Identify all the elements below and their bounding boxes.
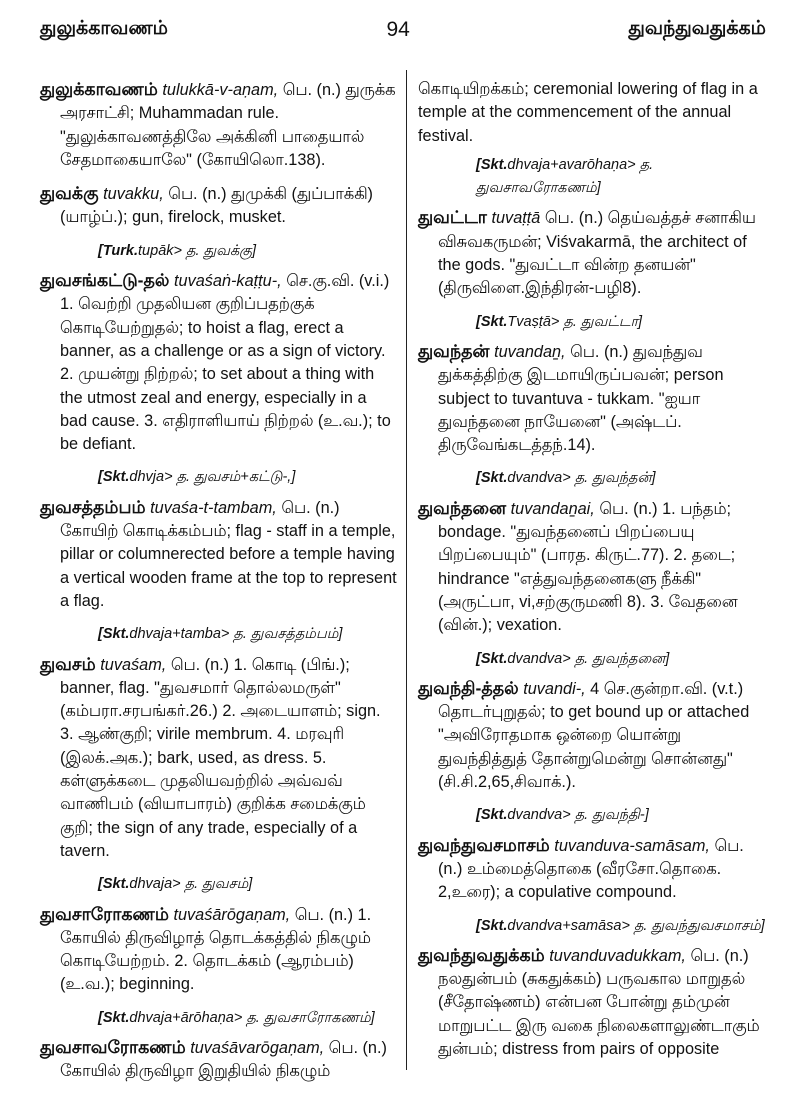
entry-etymology [418,154,770,201]
etymology-source: [Skt. [476,650,508,667]
entry-transliteration: tuvaśāvarōgaṇam, [190,1038,325,1057]
entry-etymology [40,873,398,896]
etymology-text: dhvja> த. துவசம்+கட்டு-,] [129,469,296,486]
entry-headword: துவசாரோகணம் [40,903,169,924]
etymology-text: dvandva> த. துவந்தனை] [507,650,670,667]
entry-transliteration: tuvanduva-samāsam, [554,836,710,855]
header-right-guideword: துவந்துவதுக்கம் [628,18,766,39]
entry-headword: துவந்துவதுக்கம் [418,944,545,965]
entry-definition: பெ. (n.) 1. கோயில் திருவிழாத் தொடக்கத்தில் நிகழும் கொடியேற்றம். 2. தொடக்கம் (ஆரம்பம்) (உ.வ.); beginning. [60,905,372,994]
etymology-source: [Skt. [476,313,508,330]
dictionary-entry [418,834,770,905]
etymology-text: dvandva> த. துவந்தி-] [507,807,649,824]
etymology-text: dvandva+samāsa> த. துவந்துவசமாசம்] [507,917,765,934]
entry-transliteration: tuvaśa-t-tambam, [150,498,277,517]
dictionary-entry [40,78,398,172]
entry-headword: துவந்துவசமாசம் [418,834,550,855]
dictionary-entry [40,653,398,864]
dictionary-entry [40,269,398,456]
entry-transliteration: tuvandi-, [523,679,586,698]
entry-definition: பெ. (n.) நலதுன்பம் (சுகதுக்கம்) பருவகால மாறுதல் (சீதோஷ்ணம்) என்பன போன்று தம்முன் மாறுபட்ட இரு வகை நிலைகளாலுண்டாகும் துன்பம்; distress from pairs of opposite [438,946,760,1058]
etymology-source: [Skt. [476,917,508,934]
entry-headword: துவக்கு [40,183,99,204]
entry-definition: செ.கு.வி. (v.i.) 1. வெற்றி முதலியன குறிப்பதற்குக் கொடியேற்றுதல்; to hoist a flag, erect a banner, as a challenge or as a sign of victory. 2. முயன்று நிற்றல்; to set about a thing with the utmost zeal and energy, especially in a bad cause. 3. எதிராளியாய் நிற்றல் (உ.வ.); to be defiant. [60,272,391,454]
entry-headword: துவசத்தம்பம் [40,496,146,517]
entry-transliteration: tuvanduvadukkam, [549,946,686,965]
entry-headword: துலுக்காவணம் [40,79,158,99]
etymology-text: dvandva> த. துவந்தன்] [507,470,656,487]
etymology-text: dhvaja+ārōhaṇa> த. துவசாரோகணம்] [129,1009,375,1026]
dictionary-entry [418,944,770,1061]
entry-definition: பெ. (n.) துருக்க அரசாட்சி; Muhammadan rule. "துலுக்காவணத்திலே அக்கினி பாதையால் சேதமாகையாலே" (கோயிலொ.138). [60,81,396,169]
etymology-source: [Turk. [98,242,139,259]
etymology-source: [Skt. [98,1009,130,1026]
entry-etymology [40,466,398,489]
entry-transliteration: tuvaṭṭā [491,209,541,228]
entry-etymology [418,804,770,827]
entry-definition: பெ. (n.) தெய்வத்தச் சனாகிய விசுவகருமன்; Viśvakarmā, the architect of the gods. "துவட்டா வின்ற தனயன்" (திருவிளை.இந்திரன்-பழி8). [438,209,756,298]
dictionary-entry [40,903,398,997]
page-number: 94 [386,18,410,41]
etymology-source: [Skt. [98,626,130,643]
column-divider [406,70,407,1070]
header-left-guideword: துலுக்காவணம் [40,18,168,39]
entry-transliteration: tuvaśaṅ-kaṭṭu-, [173,272,282,291]
entry-headword: துவந்தனை [418,497,507,518]
entry-etymology [418,467,770,490]
right-column [418,78,770,1071]
entry-etymology [40,623,398,646]
entry-headword: துவந்தன் [418,340,490,361]
dictionary-entry [40,1036,398,1084]
entry-transliteration: tulukkā-v-aṇam, [162,81,279,99]
entry-definition: பெ. (n.) கோயில் திருவிழா இறுதியில் நிகழும் [60,1038,387,1081]
entry-headword: துவசாவரோகணம் [40,1036,186,1057]
dictionary-entry [40,182,398,230]
entry-headword: துவசங்கட்டு-தல் [40,270,170,291]
entry-definition: பெ. (n.) கோயிற் கொடிக்கம்பம்; flag - staff in a temple, pillar or columnerected before a temple having a vertical wooden frame at the top to represent a flag. [60,498,397,610]
entry-definition: பெ. (n.) 1. பந்தம்; bondage. "துவந்தனைப் பிறப்பையு பிறப்பையும்" (பாரத. கிருட்.77). 2. தடை; hindrance "எத்துவந்தனைகளு நீக்கி" (அருட்பா, vi,சற்குருமணி 8). 3. வேதனை (வின்.); vexation. [438,499,738,635]
etymology-text: dhvaja+avarōhaṇa> த. துவசாவரோகணம்] [476,156,654,197]
etymology-source: [Skt. [476,156,508,173]
dictionary-entry [418,677,770,794]
entry-etymology [418,648,770,671]
entry-definition: பெ. (n.) துவந்துவ துக்கத்திற்கு இடமாயிருப்பவன்; person subject to tuvantuva - tukkam. "ஐயா துவந்தனை நாயேனை" (அஷ்டப். திருவேங்கடத்தந்.14). [438,342,724,455]
left-column [40,78,398,1094]
entry-etymology [418,311,770,334]
entry-definition: பெ. (n.) உம்மைத்தொகை (வீரசோ.தொகை. 2,உரை); a copulative compound. [438,836,744,902]
entry-continuation: கொடியிறக்கம்; ceremonial lowering of flag in a temple at the commencement of the annual festival. [418,80,758,145]
entry-transliteration: tuvaśārōgaṇam, [173,905,291,924]
etymology-text: dhvaja> த. துவசம்] [129,876,253,893]
etymology-text: Tvaṣṭā> த. துவட்டா] [507,313,643,330]
etymology-text: tupāk> த. துவக்கு] [138,242,257,259]
entry-transliteration: tuvandaṉai, [510,499,595,518]
entry-transliteration: tuvakku, [103,185,164,204]
entry-transliteration: tuvaśam, [100,655,167,674]
entry-etymology [40,240,398,263]
page-header [40,18,766,52]
entry-etymology [40,1007,398,1030]
etymology-source: [Skt. [98,876,130,893]
entry-transliteration: tuvandaṉ, [494,342,566,361]
entry-definition: 4 செ.குன்றா.வி. (v.t.) தொடர்புறுதல்; to get bound up or attached "அவிரோதமாக ஒன்றை யொன்று துவந்தித்துத் தோன்றுமென்று சொன்னது" (சி.சி.2,65,சிவாக்.). [438,679,750,792]
etymology-text: dhvaja+tamba> த. துவசத்தம்பம்] [129,626,343,643]
entry-definition: பெ. (n.) துமுக்கி (துப்பாக்கி) (யாழ்ப்.); gun, firelock, musket. [60,185,373,227]
etymology-source: [Skt. [476,807,508,824]
entry-etymology [418,915,770,938]
entry-headword: துவந்தி-த்தல் [418,677,519,698]
entry-headword: துவசம் [40,653,96,674]
dictionary-entry [418,340,770,457]
entry-definition: பெ. (n.) 1. கொடி (பிங்.); banner, flag. "துவசமார் தொல்லமருள்" (கம்பரா.சரபங்கர்.26.) 2. அடையாளம்; sign. 3. ஆண்குறி; virile membrum. 4. மரவுரி (இலக்.அக.); bark, used, as dress. 5. கள்ளுக்கடை முதலியவற்றில் அவ்வவ் வாணிபம் (வியாபாரம்) குறிக்க சமைக்கும் குறி; the sign of any trade, especially of a tavern. [60,655,381,860]
etymology-source: [Skt. [476,470,508,487]
dictionary-entry [418,497,770,638]
entry-headword: துவட்டா [418,207,487,228]
etymology-source: [Skt. [98,469,130,486]
dictionary-entry [418,206,770,300]
dictionary-entry [40,496,398,613]
